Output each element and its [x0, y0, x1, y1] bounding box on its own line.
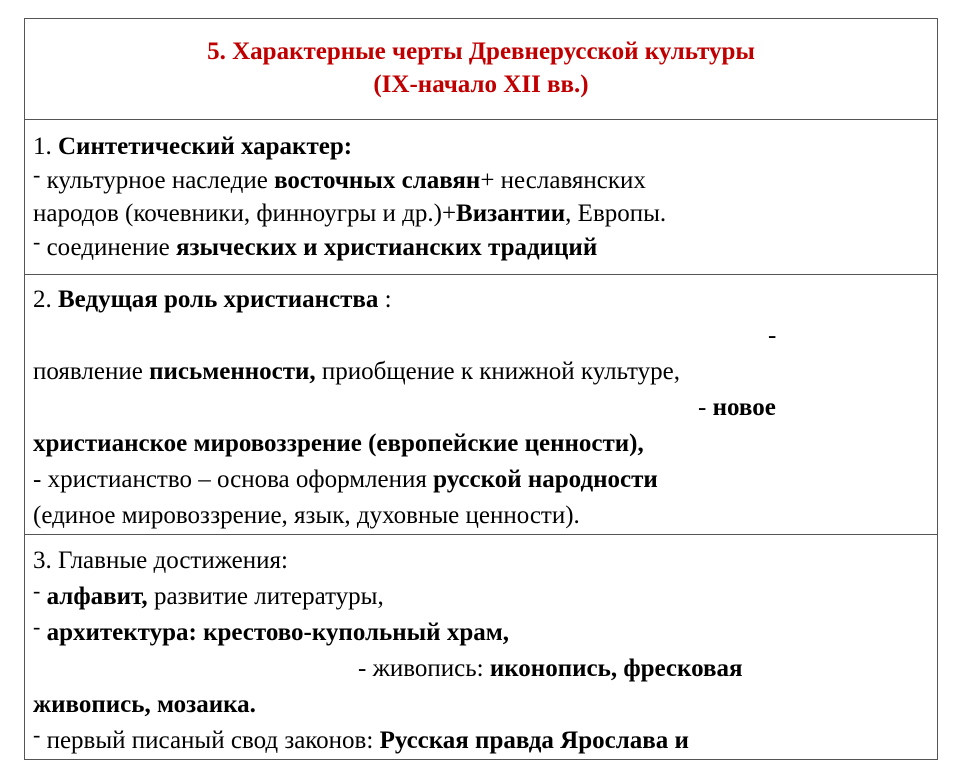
- bullet-dash: -: [768, 322, 777, 349]
- section-1-heading-line: [33, 130, 929, 164]
- section-2-line-2: [33, 318, 929, 354]
- section-3-row: [25, 535, 938, 760]
- section-2-row: [25, 275, 938, 535]
- section-2-number: 2.: [33, 286, 58, 313]
- text-run: появление: [33, 358, 150, 385]
- section-2-line-6: [33, 462, 929, 498]
- title-cell: [25, 19, 938, 120]
- bold-run: восточных славян: [274, 166, 481, 194]
- text-run: культурное наследие: [40, 166, 275, 194]
- bold-run: языческих и христианских традиций: [175, 233, 598, 261]
- bullet-dash: -: [33, 228, 41, 254]
- text-run: первый писаный свод законов:: [40, 727, 380, 754]
- bold-run: христианское мировоззрение (европейские ценности),: [33, 430, 644, 457]
- section-1-line-4: [33, 228, 929, 265]
- section-3-line-3: [33, 615, 929, 651]
- text-run: соединение: [40, 233, 176, 261]
- text-run: , Европы.: [565, 200, 667, 227]
- section-2-line-5: [33, 426, 929, 462]
- section-3-line-2: [33, 579, 929, 615]
- bold-run: архитектура: крестово-купольный храм,: [40, 619, 510, 646]
- bold-run: живопись, мозаика.: [33, 691, 256, 718]
- bullet-dash: -: [33, 722, 41, 747]
- section-3-line-5: [33, 687, 929, 723]
- section-2-line-3: [33, 354, 929, 390]
- section-1-number: 1.: [33, 133, 52, 160]
- text-run: - христианство – основа оформления: [33, 466, 434, 493]
- title-line-1: 5. Характерные черты Древнерусской культуры: [207, 38, 755, 65]
- section-1-heading: Синтетический характер:: [51, 133, 353, 160]
- bold-run: новое: [712, 394, 776, 421]
- bold-run: Русская правда Ярослава и: [379, 727, 689, 754]
- section-3-line-4: [33, 651, 929, 687]
- section-1-line-2: [33, 161, 929, 198]
- text-run: -: [698, 394, 713, 421]
- bullet-dash: -: [33, 614, 41, 639]
- section-2-cell: [25, 275, 938, 535]
- bullet-dash: -: [33, 578, 41, 603]
- text-run: народов (кочевники, финноугры и др.)+: [33, 200, 457, 227]
- text-run: - живопись:: [358, 655, 490, 682]
- text-run: развитие литературы,: [147, 583, 384, 610]
- section-2-line-7: [33, 498, 929, 534]
- section-2-heading-line: [33, 282, 929, 318]
- section-2-heading: Ведущая роль христианства: [58, 286, 379, 313]
- text-run: приобщение к книжной культуре,: [315, 358, 680, 385]
- text-run: (единое мировоззрение, язык, духовные ценности).: [33, 502, 580, 529]
- bold-run: письменности,: [149, 358, 316, 385]
- title-row: [25, 19, 938, 120]
- bold-run: алфавит,: [40, 583, 148, 610]
- section-1-cell: [25, 120, 938, 275]
- text-run: + неславянских: [480, 166, 646, 194]
- bold-run: иконопись, фресковая: [489, 655, 743, 682]
- text-run: :: [378, 286, 392, 313]
- section-3-cell: [25, 535, 938, 760]
- culture-table: [24, 18, 938, 760]
- bullet-dash: -: [33, 161, 41, 187]
- section-1-row: [25, 120, 938, 275]
- section-3-heading: 3. Главные достижения:: [33, 547, 288, 574]
- section-1-line-3: [33, 197, 929, 231]
- section-3-line-6: [33, 723, 929, 759]
- bold-run: Византии: [456, 200, 566, 227]
- bold-run: русской народности: [433, 466, 658, 493]
- title-line-2: (IX-начало XII вв.): [373, 71, 589, 98]
- section-2-line-4: [33, 390, 929, 426]
